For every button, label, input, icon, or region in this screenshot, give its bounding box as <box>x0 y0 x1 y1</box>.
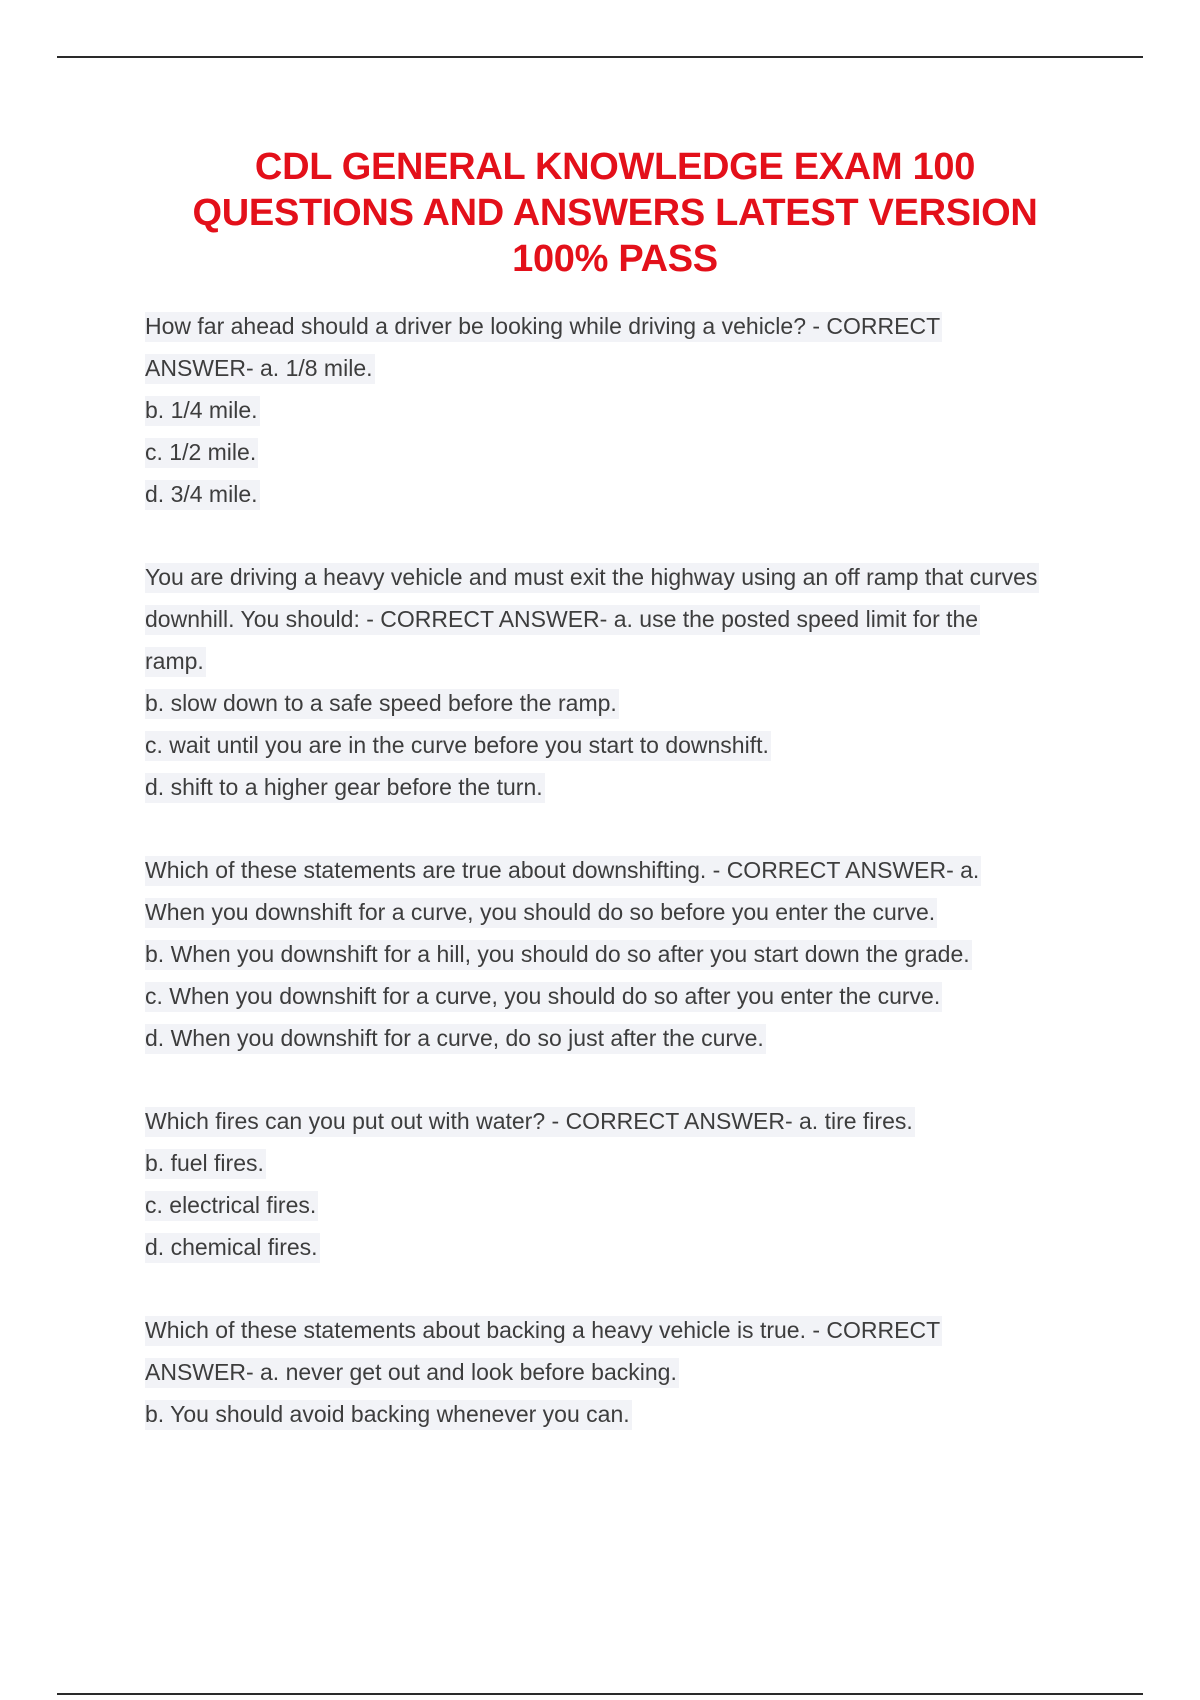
question-text-line: downhill. You should: - CORRECT ANSWER- a. use the posted speed limit for the <box>145 605 980 635</box>
question-text-line: You are driving a heavy vehicle and must exit the highway using an off ramp that curves <box>145 563 1039 593</box>
question-text-line: Which of these statements about backing a heavy vehicle is true. - CORRECT <box>145 1316 942 1346</box>
title-line: 100% PASS <box>512 238 718 280</box>
answer-option: c. wait until you are in the curve before you start to downshift. <box>145 731 771 761</box>
title-line: CDL GENERAL KNOWLEDGE EXAM 100 <box>254 146 976 188</box>
question-text-line: ramp. <box>145 647 206 677</box>
question-text-line: How far ahead should a driver be looking while driving a vehicle? - CORRECT <box>145 312 942 342</box>
question-text-line: When you downshift for a curve, you should do so before you enter the curve. <box>145 898 937 928</box>
question-text-line: ANSWER- a. never get out and look before backing. <box>145 1358 679 1388</box>
question-text-line: Which fires can you put out with water? - CORRECT ANSWER- a. tire fires. <box>145 1107 915 1137</box>
answer-option: b. You should avoid backing whenever you can. <box>145 1400 632 1430</box>
document-title <box>100 144 1130 282</box>
answer-option: c. 1/2 mile. <box>145 438 258 468</box>
answer-option: d. chemical fires. <box>145 1233 320 1263</box>
question-text-line: ANSWER- a. 1/8 mile. <box>145 354 375 384</box>
question-block <box>145 1100 1105 1268</box>
bottom-rule <box>57 1693 1143 1695</box>
answer-option: b. 1/4 mile. <box>145 396 260 426</box>
answer-option: b. slow down to a safe speed before the ramp. <box>145 689 619 719</box>
answer-option: d. 3/4 mile. <box>145 480 260 510</box>
answer-option: d. When you downshift for a curve, do so just after the curve. <box>145 1024 766 1054</box>
top-rule <box>57 56 1143 58</box>
answer-option: d. shift to a higher gear before the turn. <box>145 773 545 803</box>
question-block <box>145 1309 1105 1435</box>
question-block <box>145 849 1105 1059</box>
question-list <box>145 305 1105 1476</box>
answer-option: c. electrical fires. <box>145 1191 318 1221</box>
title-line: QUESTIONS AND ANSWERS LATEST VERSION <box>192 192 1038 234</box>
question-block <box>145 556 1105 808</box>
answer-option: c. When you downshift for a curve, you should do so after you enter the curve. <box>145 982 942 1012</box>
answer-option: b. When you downshift for a hill, you should do so after you start down the grade. <box>145 940 972 970</box>
question-block <box>145 305 1105 515</box>
question-text-line: Which of these statements are true about downshifting. - CORRECT ANSWER- a. <box>145 856 981 886</box>
answer-option: b. fuel fires. <box>145 1149 266 1179</box>
